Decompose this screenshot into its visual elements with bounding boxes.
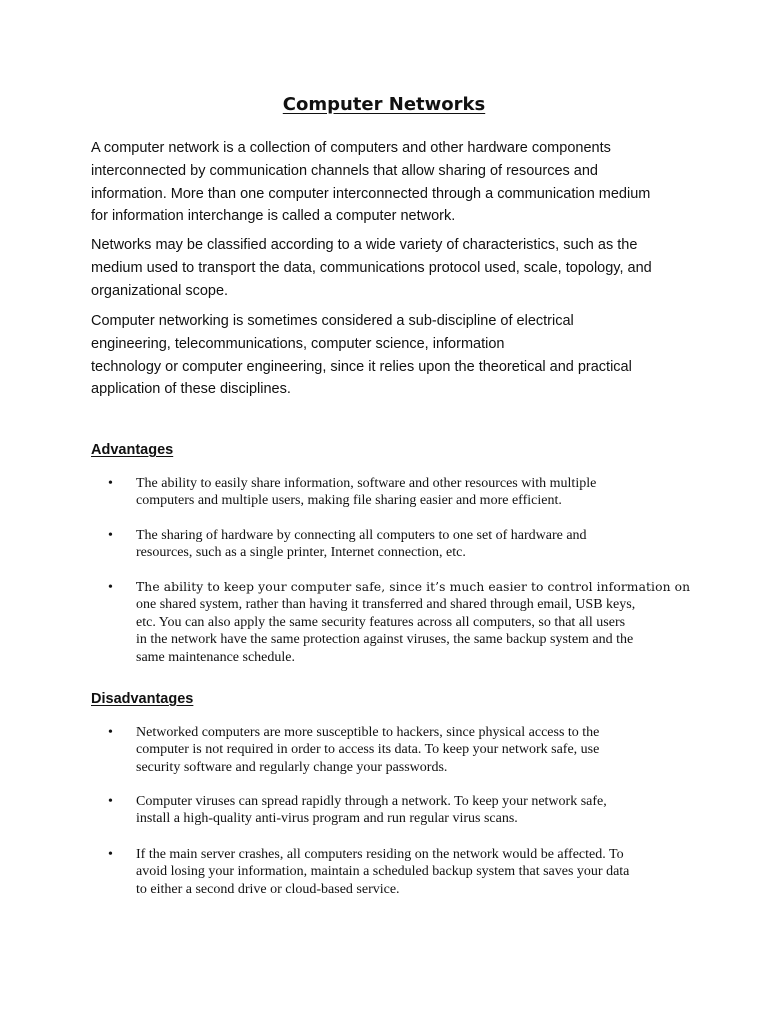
disadvantages-heading: Disadvantages bbox=[91, 691, 194, 707]
intro-paragraph-2 bbox=[91, 234, 691, 302]
text-line: The ability to keep your computer safe, since it’s much easier to control information on bbox=[136, 580, 691, 594]
text-line: organizational scope. bbox=[91, 282, 229, 299]
text-line: The ability to easily share information, software and other resources with multiple bbox=[136, 476, 597, 491]
text-line: etc. You can also apply the same security features across all computers, so that all users bbox=[136, 614, 626, 630]
text-line: to either a second drive or cloud-based service. bbox=[136, 881, 400, 897]
list-item-text bbox=[136, 724, 599, 776]
bullet-icon: • bbox=[108, 476, 113, 491]
text-line: in the network have the same protection against viruses, the same backup system and the bbox=[136, 632, 634, 648]
text-line: technology or computer engineering, since it relies upon the theoretical and practical bbox=[91, 358, 632, 375]
text-line: computer is not required in order to access its data. To keep your network safe, use bbox=[136, 742, 600, 758]
text-line: application of these disciplines. bbox=[91, 381, 291, 398]
list-item-text bbox=[136, 475, 596, 510]
text-line: A computer network is a collection of computers and other hardware components bbox=[91, 140, 611, 156]
list-item-text bbox=[136, 846, 629, 898]
text-line: If the main server crashes, all computers residing on the network would be affected. To bbox=[136, 847, 624, 862]
bullet-icon: • bbox=[108, 528, 113, 543]
intro-paragraph-1 bbox=[91, 137, 691, 228]
bullet-icon: • bbox=[108, 725, 113, 740]
text-line: Computer networking is sometimes considered a sub-discipline of electrical bbox=[91, 313, 574, 329]
text-line: security software and regularly change your passwords. bbox=[136, 759, 448, 775]
text-line: computers and multiple users, making file sharing easier and more efficient. bbox=[136, 493, 562, 509]
text-line: interconnected by communication channels that allow sharing of resources and bbox=[91, 162, 598, 179]
intro-paragraph-3 bbox=[91, 310, 691, 401]
text-line: engineering, telecommunications, computer science, information bbox=[91, 335, 505, 352]
list-item-text bbox=[136, 527, 587, 562]
text-line: one shared system, rather than having it transferred and shared through email, USB keys, bbox=[136, 597, 636, 613]
bullet-icon: • bbox=[108, 847, 113, 862]
text-line: Networked computers are more susceptible to hackers, since physical access to the bbox=[136, 725, 600, 740]
text-line: Networks may be classified according to a wide variety of characteristics, such as the bbox=[91, 237, 638, 253]
advantages-heading: Advantages bbox=[91, 442, 174, 458]
list-item-text bbox=[136, 793, 607, 828]
text-line: install a high-quality anti-virus program and run regular virus scans. bbox=[136, 811, 518, 827]
text-line: resources, such as a single printer, Internet connection, etc. bbox=[136, 545, 466, 561]
bullet-icon: • bbox=[108, 580, 113, 595]
text-line: medium used to transport the data, communications protocol used, scale, topology, and bbox=[91, 259, 652, 276]
text-line: avoid losing your information, maintain a scheduled backup system that saves your data bbox=[136, 864, 630, 880]
text-line: same maintenance schedule. bbox=[136, 649, 295, 665]
page-title: Computer Networks bbox=[282, 94, 486, 115]
text-line: Computer viruses can spread rapidly through a network. To keep your network safe, bbox=[136, 794, 607, 809]
bullet-icon: • bbox=[108, 794, 113, 809]
text-line: for information interchange is called a computer network. bbox=[91, 208, 456, 225]
list-item-text bbox=[136, 579, 690, 666]
text-line: The sharing of hardware by connecting all computers to one set of hardware and bbox=[136, 528, 587, 543]
text-line: information. More than one computer interconnected through a communication medium bbox=[91, 185, 651, 202]
